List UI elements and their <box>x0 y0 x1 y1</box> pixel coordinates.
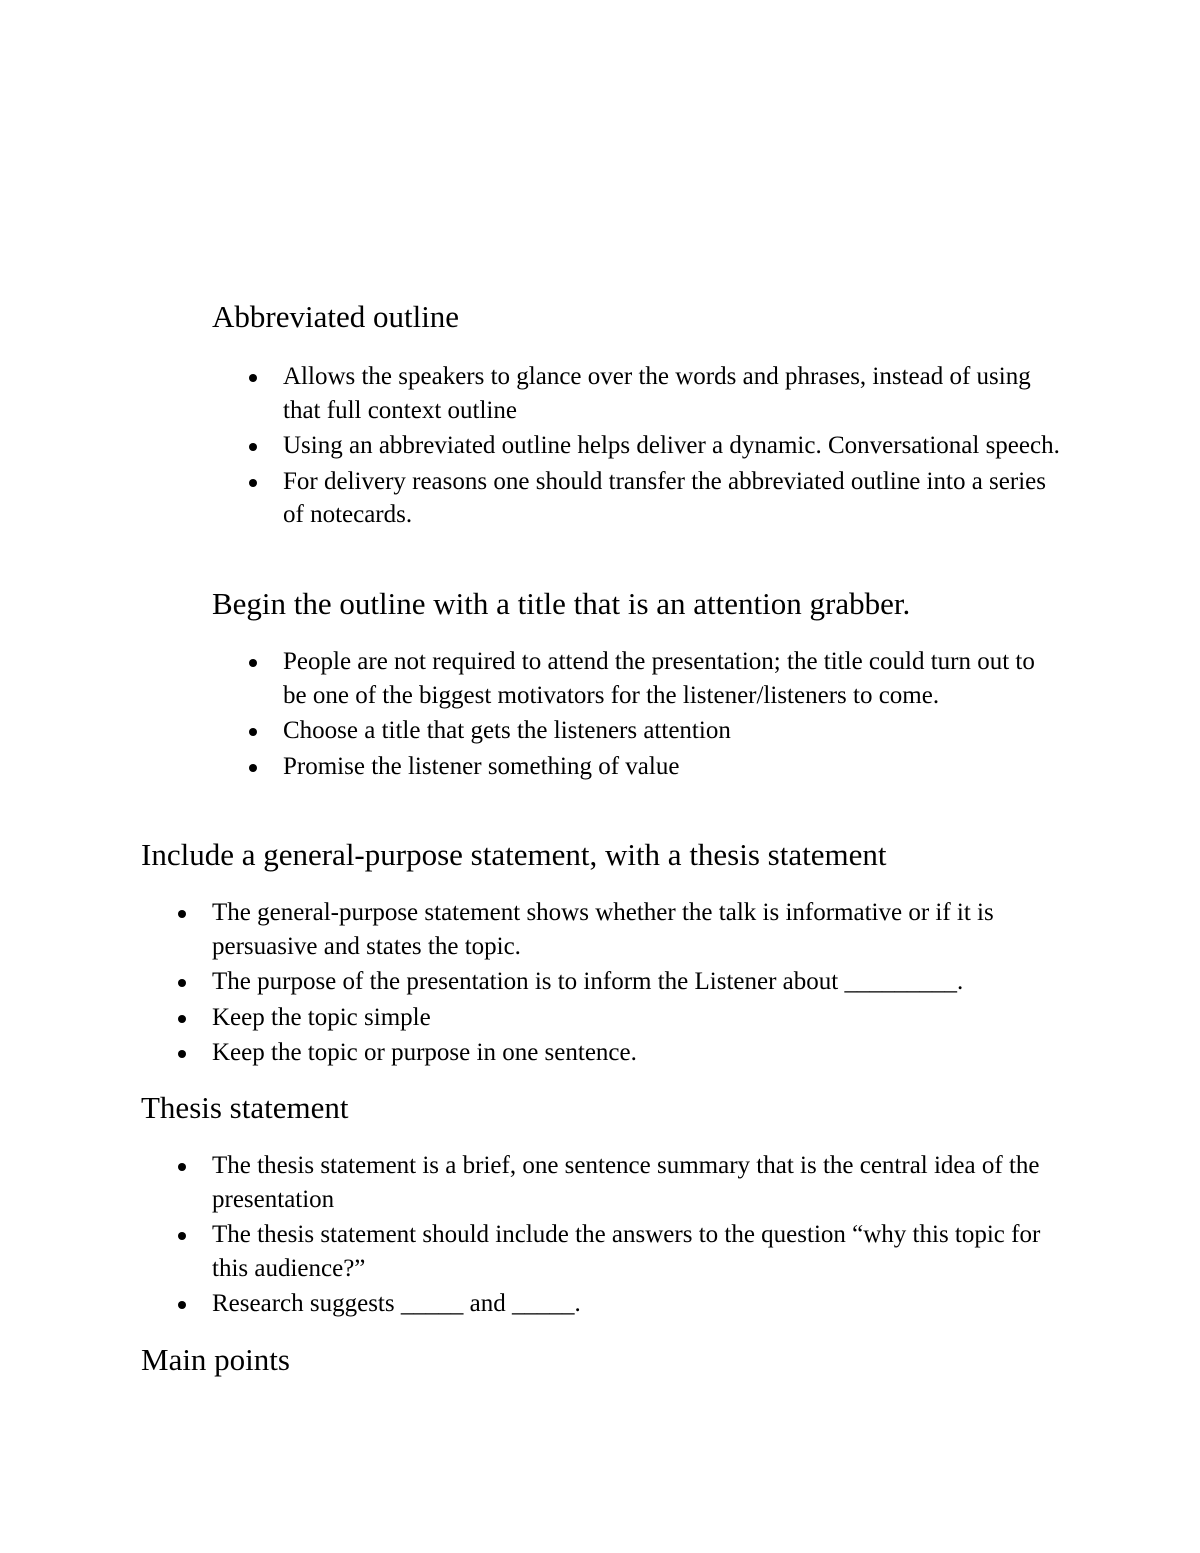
list-item-text: The thesis statement should include the answers to the question “why this topic for this audience?” <box>212 1221 1041 1282</box>
bullet-icon <box>178 1015 186 1023</box>
bullet-icon <box>178 910 186 918</box>
list-item <box>212 465 1062 532</box>
list-item <box>141 1218 1061 1285</box>
bullet-list <box>212 645 1062 783</box>
list-item <box>141 965 1061 999</box>
bullet-icon <box>249 764 257 772</box>
section-heading: Abbreviated outline <box>212 299 460 334</box>
list-item-text: Using an abbreviated outline helps deliver a dynamic. Conversational speech. <box>283 432 1060 459</box>
list-item-text: Keep the topic or purpose in one sentence. <box>212 1039 637 1066</box>
bullet-icon <box>178 1163 186 1171</box>
bullet-icon <box>178 979 186 987</box>
list-item <box>212 645 1062 712</box>
section-title-attention-grabber <box>212 585 1062 785</box>
section-heading: Include a general-purpose statement, with a thesis statement <box>141 837 887 872</box>
section-heading: Begin the outline with a title that is an attention grabber. <box>212 586 911 621</box>
list-item-text: The purpose of the presentation is to inform the Listener about _________. <box>212 968 964 995</box>
list-item-text: Keep the topic simple <box>212 1003 431 1031</box>
list-item-text: Choose a title that gets the listeners attention <box>283 717 731 744</box>
list-item <box>141 1149 1061 1216</box>
bullet-icon <box>249 374 257 382</box>
list-item <box>212 360 1062 427</box>
list-item <box>212 714 1062 748</box>
section-heading: Thesis statement <box>141 1090 349 1125</box>
bullet-list <box>212 360 1062 532</box>
list-item <box>141 1287 1061 1321</box>
bullet-icon <box>178 1232 186 1240</box>
section-thesis-statement <box>141 1089 1061 1323</box>
list-item-text: For delivery reasons one should transfer the abbreviated outline into a series of notecards. <box>283 467 1046 528</box>
list-item <box>141 1001 1061 1035</box>
bullet-icon <box>249 659 257 667</box>
bullet-list <box>141 896 1061 1070</box>
list-item-text: The general-purpose statement shows whether the talk is informative or if it is persuasive and states the topic. <box>212 899 994 960</box>
section-heading: Main points <box>141 1342 290 1377</box>
list-item-text: People are not required to attend the presentation; the title could turn out to be one of the biggest motivators for the listener/listeners to come. <box>283 648 1035 709</box>
list-item <box>141 896 1061 963</box>
list-item <box>212 429 1062 463</box>
bullet-icon <box>249 443 257 451</box>
section-main-points <box>141 1341 1061 1379</box>
bullet-icon <box>249 479 257 487</box>
bullet-list <box>141 1149 1061 1321</box>
bullet-icon <box>178 1301 186 1309</box>
list-item-text: Promise the listener something of value <box>283 752 680 780</box>
list-item-text: Allows the speakers to glance over the words and phrases, instead of using that full context outline <box>283 363 1031 424</box>
bullet-icon <box>178 1050 186 1058</box>
list-item-text: Research suggests _____ and _____. <box>212 1290 581 1317</box>
list-item <box>212 750 1062 784</box>
bullet-icon <box>249 728 257 736</box>
section-general-purpose <box>141 836 1061 1072</box>
section-abbreviated-outline <box>212 298 1062 534</box>
list-item-text: The thesis statement is a brief, one sentence summary that is the central idea of the presentation <box>212 1152 1040 1213</box>
list-item <box>141 1036 1061 1070</box>
